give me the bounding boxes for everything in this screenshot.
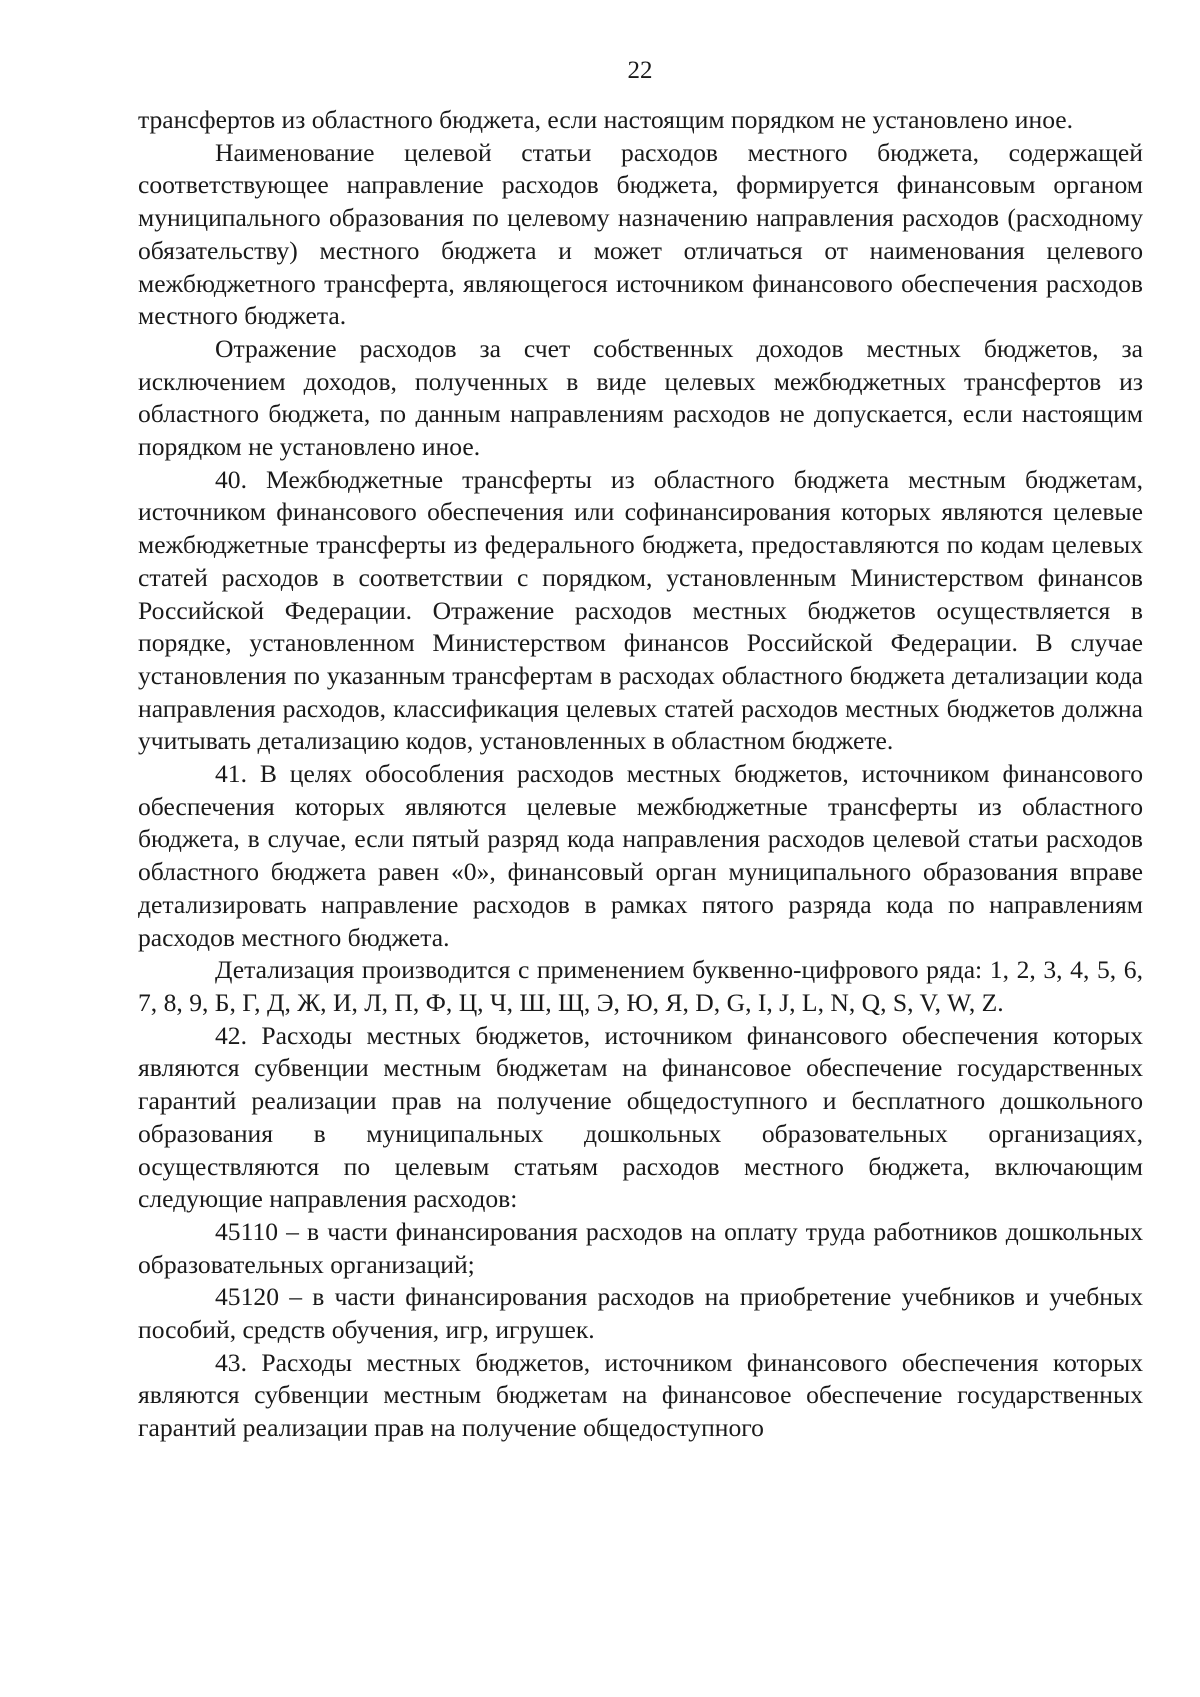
- page-number: 22: [627, 57, 653, 84]
- paragraph-target-item-name: Наименование целевой статьи расходов местного бюджета, содержащей соответствующее направление расходов бюджета, формируется финансовым органом муниципального образования по целевому назначению направления расходов (расходному обязательству) местного бюджета и может отличаться от наименования целевого межбюджетного трансферта, являющегося источником финансового обеспечения расходов местного бюджета.: [138, 137, 1143, 331]
- paragraph-code-45120: 45120 – в части финансирования расходов на приобретение учебников и учебных пособий, средств обучения, игр, игрушек.: [138, 1282, 1143, 1345]
- paragraph-continuation: трансфертов из областного бюджета, если настоящим порядком не установлено иное.: [138, 105, 1074, 134]
- paragraph-item-41: 41. В целях обособления расходов местных бюджетов, источником финансового обеспечения которых являются целевые межбюджетные трансферты из областного бюджета, в случае, если пятый разряд кода направления расходов целевой статьи расходов областного бюджета равен «0», финансовый орган муниципального образования вправе детализировать направление расходов в рамках пятого разряда кода по направлениям расходов местного бюджета.: [138, 759, 1143, 952]
- paragraph-own-revenue: Отражение расходов за счет собственных доходов местных бюджетов, за исключением доходов, полученных в виде целевых межбюджетных трансфертов из областного бюджета, по данным направлениям расходов не допускается, если настоящим порядком не установлено иное.: [138, 333, 1143, 462]
- paragraph-code-45110: 45110 – в части финансирования расходов на оплату труда работников дошкольных образовательных организаций;: [138, 1216, 1143, 1279]
- paragraph-item-40: 40. Межбюджетные трансферты из областного бюджета местным бюджетам, источником финансового обеспечения или софинансирования которых являются целевые межбюджетные трансферты из федерального бюджета, предоставляются по кодам целевых статей расходов в соответствии с порядком, установленным Министерством финансов Российской Федерации. Отражение расходов местных бюджетов осуществляется в порядке, установленном Министерством финансов Российской Федерации. В случае установления по указанным трансфертам в расходах областного бюджета детализации кода направления расходов, классификация целевых статей расходов местных бюджетов должна учитывать детализацию кодов, установленных в областном бюджете.: [138, 464, 1143, 756]
- paragraph-item-43: 43. Расходы местных бюджетов, источником финансового обеспечения которых являются субвенции местным бюджетам на финансовое обеспечение государственных гарантий реализации прав на получение общедоступного: [138, 1347, 1143, 1443]
- paragraph-item-42: 42. Расходы местных бюджетов, источником финансового обеспечения которых являются субвенции местным бюджетам на финансовое обеспечение государственных гарантий реализации прав на получение общедоступного и бесплатного дошкольного образования в муниципальных дошкольных образовательных организациях, осуществляются по целевым статьям расходов местного бюджета, включающим следующие направления расходов:: [138, 1020, 1143, 1214]
- document-body: [138, 104, 1143, 1445]
- paragraph-detailing: Детализация производится с применением буквенно-цифрового ряда: 1, 2, 3, 4, 5, 6, 7, 8, 9, Б, Г, Д, Ж, И, Л, П, Ф, Ц, Ч, Ш, Щ, Э, Ю, Я, D, G, I, J, L, N, Q, S, V, W, Z.: [138, 955, 1143, 1017]
